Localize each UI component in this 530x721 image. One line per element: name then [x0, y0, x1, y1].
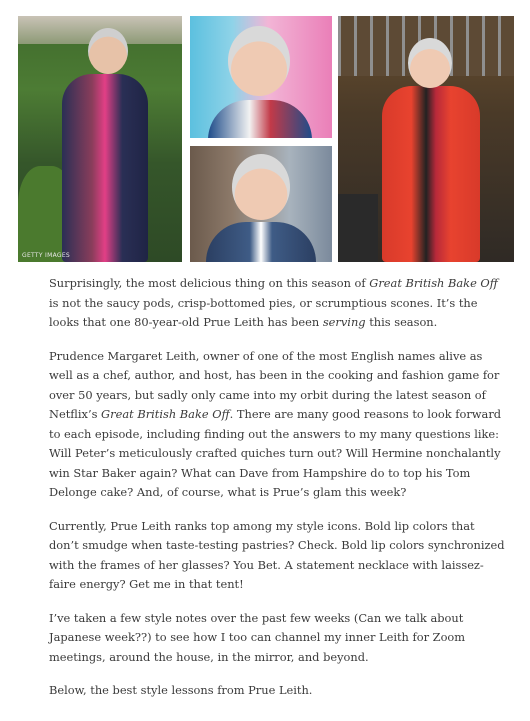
show-title: Great British Bake Off	[369, 276, 498, 290]
photo-collage	[18, 16, 514, 262]
paragraph-lead-in: Below, the best style lessons from Prue Leith.	[49, 683, 313, 697]
photo-garden-portrait	[18, 16, 182, 262]
paragraph-style-icon: Currently, Prue Leith ranks top among my style icons. Bold lip colors that don’t smudge when taste-testing pastries? Check. Bold lip colors synchronized with the frames of her glasses? You Bet. A statement necklace with laissez-faire energy? Get me in that tent!	[49, 518, 505, 591]
photo-credit: GETTY IMAGES	[22, 252, 71, 259]
paragraph-background: Prudence Margaret Leith, owner of one of the most English names alive as well as a chef, author, and host, has been in the cooking and fashion game for over 50 years, but sadly only came into my orbit during the latest season of Netflix’s Great British Bake Off. There are many good reasons to look forward to each episode, including finding out the answers to my many questions like: Will Peter’s meticulously crafted quiches turn out? Will Hermine nonchalantly win Star Baker again? What can Dave from Hampshire do to top his Tom Delonge cake? And, of course, what is Prue’s glam this week?	[49, 348, 502, 499]
article-body	[49, 274, 505, 715]
show-title: Great British Bake Off	[101, 407, 230, 421]
photo-studio-portrait	[190, 146, 332, 262]
paragraph-intro: Surprisingly, the most delicious thing on this season of Great British Bake Off is not the saucy pods, crisp-bottomed pies, or scrumptious scones. It’s the looks that one 80-year-old Prue Leith has been serving this season.	[49, 276, 498, 329]
photo-kitchen-portrait	[338, 16, 514, 262]
photo-pink-backdrop-portrait	[190, 16, 332, 138]
paragraph-style-notes: I’ve taken a few style notes over the past few weeks (Can we talk about Japanese week??) to see how I too can channel my inner Leith for Zoom meetings, around the house, in the mirror, and beyond.	[49, 610, 466, 664]
